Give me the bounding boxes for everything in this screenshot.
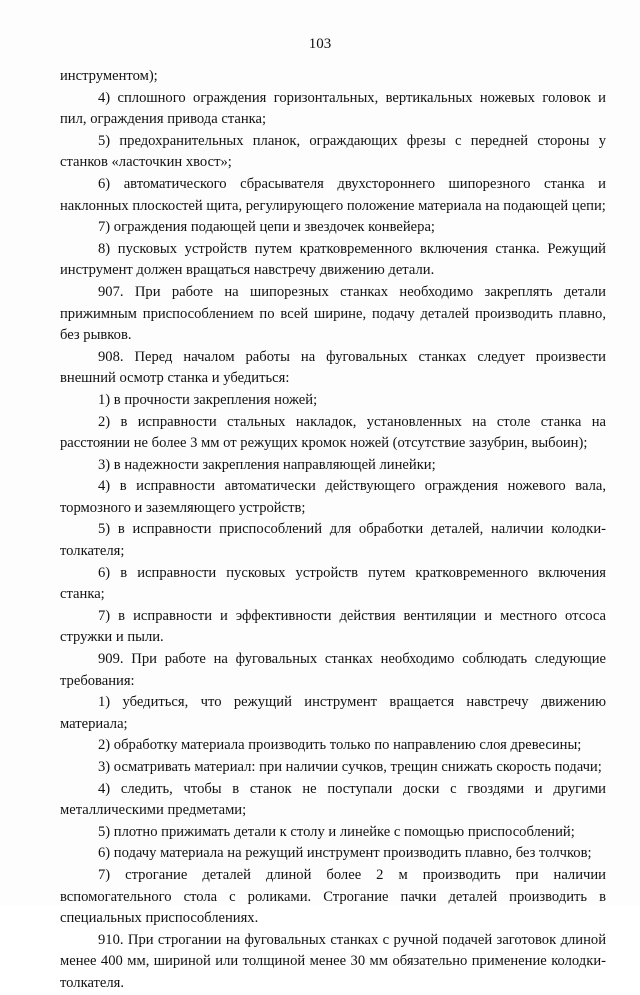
paragraph: 7) в исправности и эффективности действия вентиляции и местного отсоса стружки и пыли. <box>60 607 606 646</box>
paragraph: 4) сплошного ограждения горизонтальных, вертикальных ножевых головок и пил, ограждения привода станка; <box>60 89 606 128</box>
paragraph: инструментом); <box>60 68 158 84</box>
document-body <box>60 66 606 995</box>
paragraph: 5) в исправности приспособлений для обработки деталей, наличии колодки-толкателя; <box>60 521 606 560</box>
paragraph: 7) ограждения подающей цепи и звездочек конвейера; <box>98 219 435 236</box>
paragraph: 6) автоматического сбрасывателя двухстороннего шипорезного станка и наклонных плоскостей щита, регулирующего положение материала на подающей цепи; <box>60 175 606 214</box>
paragraph: 6) подачу материала на режущий инструмент производить плавно, без толчков; <box>98 845 592 862</box>
paragraph: 4) в исправности автоматически действующего ограждения ножевого вала, тормозного и заземляющего устройств; <box>60 478 606 516</box>
paragraph: 4) следить, чтобы в станок не поступали доски с гвоздями и другими металлическими предметами; <box>60 780 606 819</box>
paragraph: 7) строгание деталей длиной более 2 м производить при наличии вспомогательного стола с роликами. Строгание пачки деталей производить в специальных приспособлениях. <box>60 866 606 927</box>
paragraph: 907. При работе на шипорезных станках необходимо закреплять детали прижимным приспособлением по всей ширине, подачу деталей производить плавно, без рывков. <box>60 283 606 344</box>
paragraph: 1) убедиться, что режущий инструмент вращается навстречу движению материала; <box>60 694 606 732</box>
paragraph: 2) в исправности стальных накладок, установленных на столе станка на расстоянии не более 3 мм от режущих кромок ножей (отсутствие зазубрин, выбоин); <box>60 413 606 452</box>
paragraph: 5) предохранительных планок, ограждающих фрезы с передней стороны у станков «ласточкин хвост»; <box>60 132 606 171</box>
paragraph: 1) в прочности закрепления ножей; <box>98 391 318 408</box>
paragraph: 3) осматривать материал: при наличии сучков, трещин снижать скорость подачи; <box>98 759 602 775</box>
paragraph: 5) плотно прижимать детали к столу и линейке с помощью приспособлений; <box>98 823 575 840</box>
paragraph: 909. При работе на фуговальных станках необходимо соблюдать следующие требования: <box>60 651 606 689</box>
paragraph: 3) в надежности закрепления направляющей линейки; <box>98 456 436 473</box>
page-number: 103 <box>308 36 332 52</box>
paragraph: 910. При строгании на фуговальных станках с ручной подачей заготовок длиной менее 400 мм, шириной или толщиной менее 30 мм обязательно применение колодки-толкателя. <box>60 931 606 991</box>
paragraph: 908. Перед началом работы на фуговальных станках следует произвести внешний осмотр станка и убедиться: <box>60 348 606 387</box>
paragraph: 6) в исправности пусковых устройств путем кратковременного включения станка; <box>60 564 606 603</box>
paragraph: 2) обработку материала производить только по направлению слоя древесины; <box>98 737 582 754</box>
paragraph: 8) пусковых устройств путем кратковременного включения станка. Режущий инструмент должен вращаться навстречу движению детали. <box>60 240 606 279</box>
